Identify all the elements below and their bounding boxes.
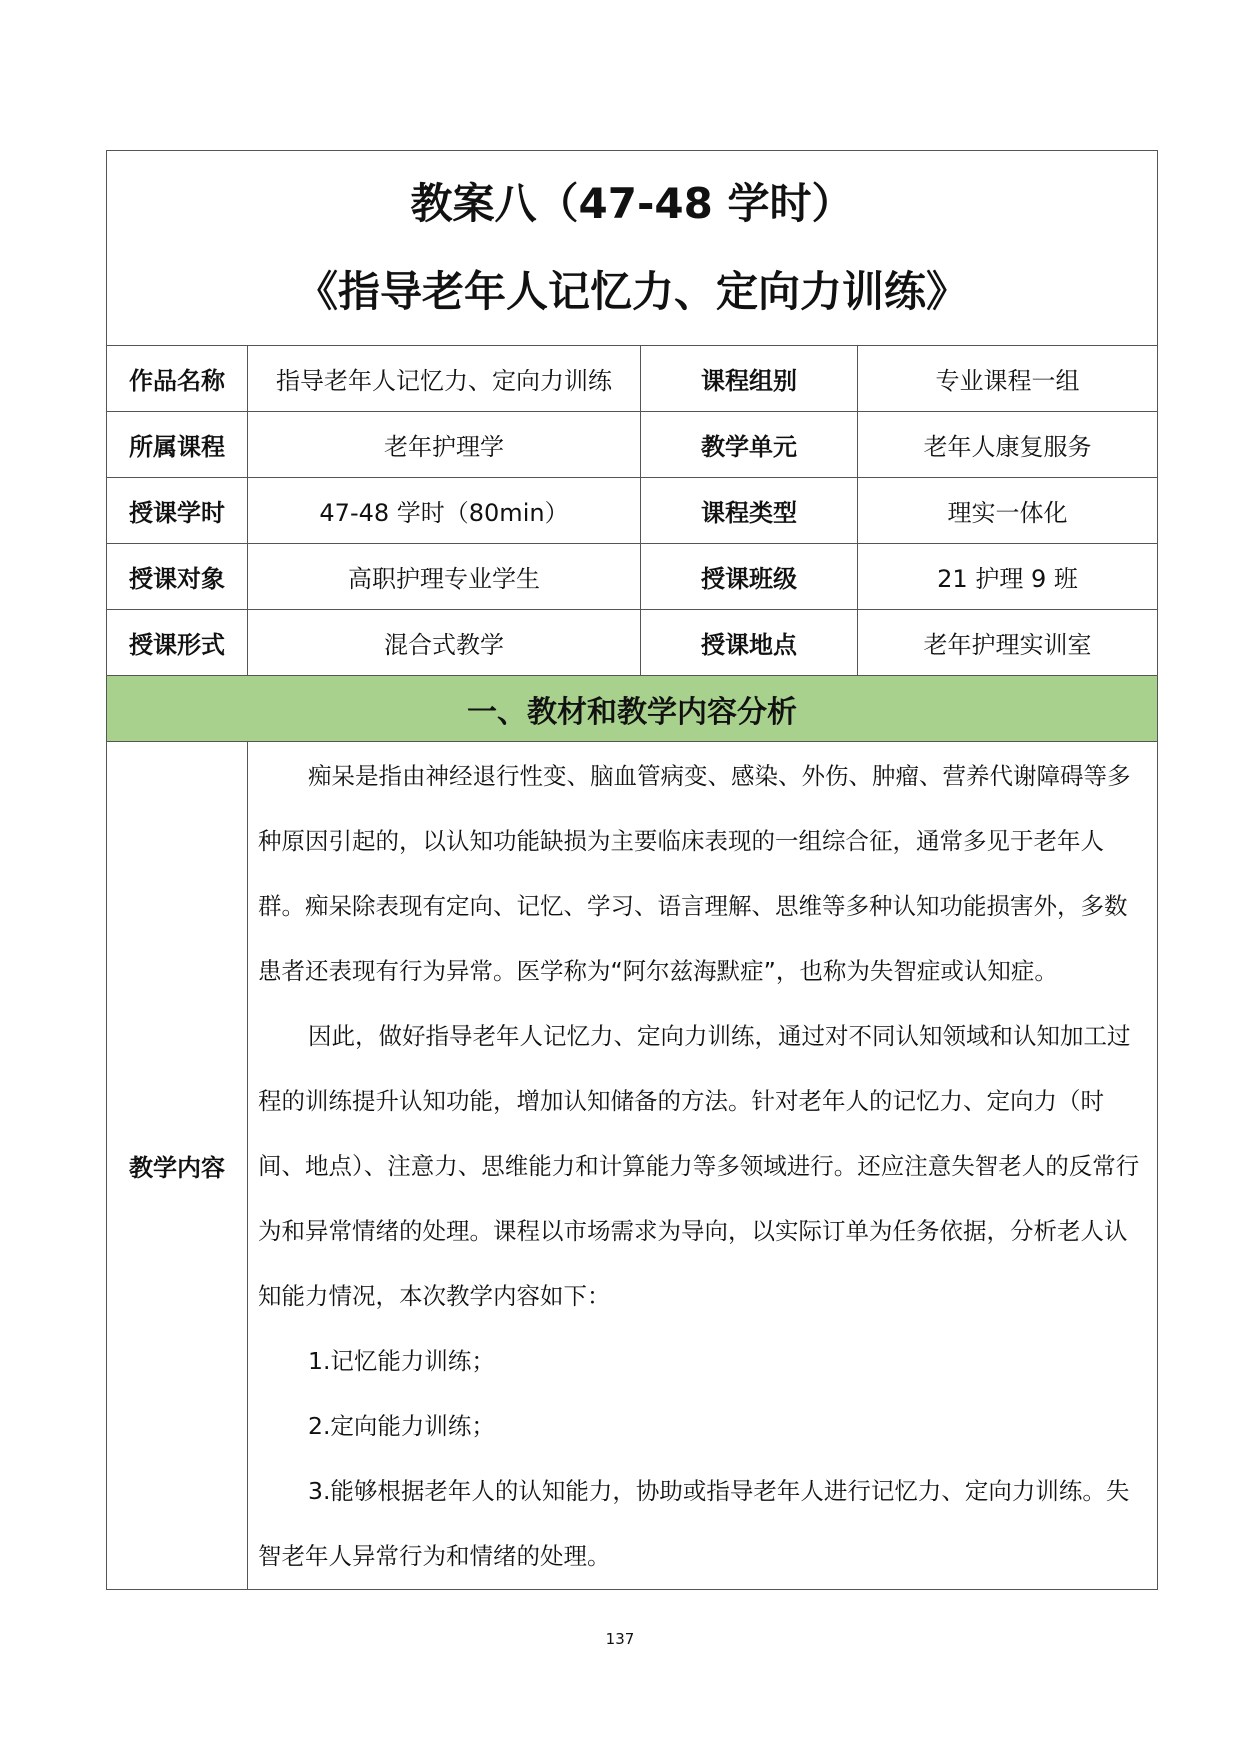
- info-label: 教学单元: [641, 412, 858, 478]
- info-value: 21 护理 9 班: [858, 544, 1158, 610]
- content-list-item: 1.记忆能力训练；: [308, 1347, 495, 1375]
- content-label: 教学内容: [107, 742, 248, 1590]
- info-label: 授课对象: [107, 544, 248, 610]
- info-label: 授课形式: [107, 610, 248, 676]
- info-value: 理实一体化: [858, 478, 1158, 544]
- info-label: 作品名称: [107, 346, 248, 412]
- info-value: 专业课程一组: [858, 346, 1158, 412]
- info-label: 授课地点: [641, 610, 858, 676]
- info-label: 授课班级: [641, 544, 858, 610]
- info-value: 老年人康复服务: [858, 412, 1158, 478]
- page-number: 137: [605, 1630, 635, 1648]
- info-label: 授课学时: [107, 478, 248, 544]
- info-value: 指导老年人记忆力、定向力训练: [248, 346, 641, 412]
- info-value: 老年护理实训室: [858, 610, 1158, 676]
- content-list-item: 3.能够根据老年人的认知能力，协助或指导老年人进行记忆力、定向力训练。失智老年人异常行为和情绪的处理。: [258, 1477, 1130, 1570]
- info-row: [107, 346, 1158, 412]
- info-value: 老年护理学: [248, 412, 641, 478]
- info-row: [107, 478, 1158, 544]
- page-title: 教案八（47-48 学时）: [410, 179, 854, 228]
- section-heading: 一、教材和教学内容分析: [107, 676, 1158, 742]
- info-row: [107, 412, 1158, 478]
- info-value: 高职护理专业学生: [248, 544, 641, 610]
- content-paragraph: 痴呆是指由神经退行性变、脑血管病变、感染、外伤、肿瘤、营养代谢障碍等多种原因引起的，以认知功能缺损为主要临床表现的一组综合征，通常多见于老年人群。痴呆除表现有定向、记忆、学习、语言理解、思维等多种认知功能损害外，多数患者还表现有行为异常。医学称为“阿尔兹海默症”，也称为失智症或认知症。: [258, 762, 1131, 985]
- info-value: 混合式教学: [248, 610, 641, 676]
- info-row: [107, 544, 1158, 610]
- info-value: 47-48 学时（80min）: [248, 478, 641, 544]
- content-paragraph: 因此，做好指导老年人记忆力、定向力训练，通过对不同认知领域和认知加工过程的训练提升认知功能，增加认知储备的方法。针对老年人的记忆力、定向力（时间、地点）、注意力、思维能力和计算能力等多领域进行。还应注意失智老人的反常行为和异常情绪的处理。课程以市场需求为导向，以实际订单为任务依据，分析老人认知能力情况，本次教学内容如下：: [258, 1022, 1140, 1310]
- lesson-plan-table: [106, 150, 1158, 1590]
- title-cell: [107, 151, 1158, 346]
- content-list-item: 2.定向能力训练；: [308, 1412, 495, 1440]
- info-row: [107, 610, 1158, 676]
- content-cell: [248, 742, 1158, 1590]
- info-label: 课程类型: [641, 478, 858, 544]
- info-label: 课程组别: [641, 346, 858, 412]
- info-label: 所属课程: [107, 412, 248, 478]
- page-subtitle: 《指导老年人记忆力、定向力训练》: [296, 267, 969, 316]
